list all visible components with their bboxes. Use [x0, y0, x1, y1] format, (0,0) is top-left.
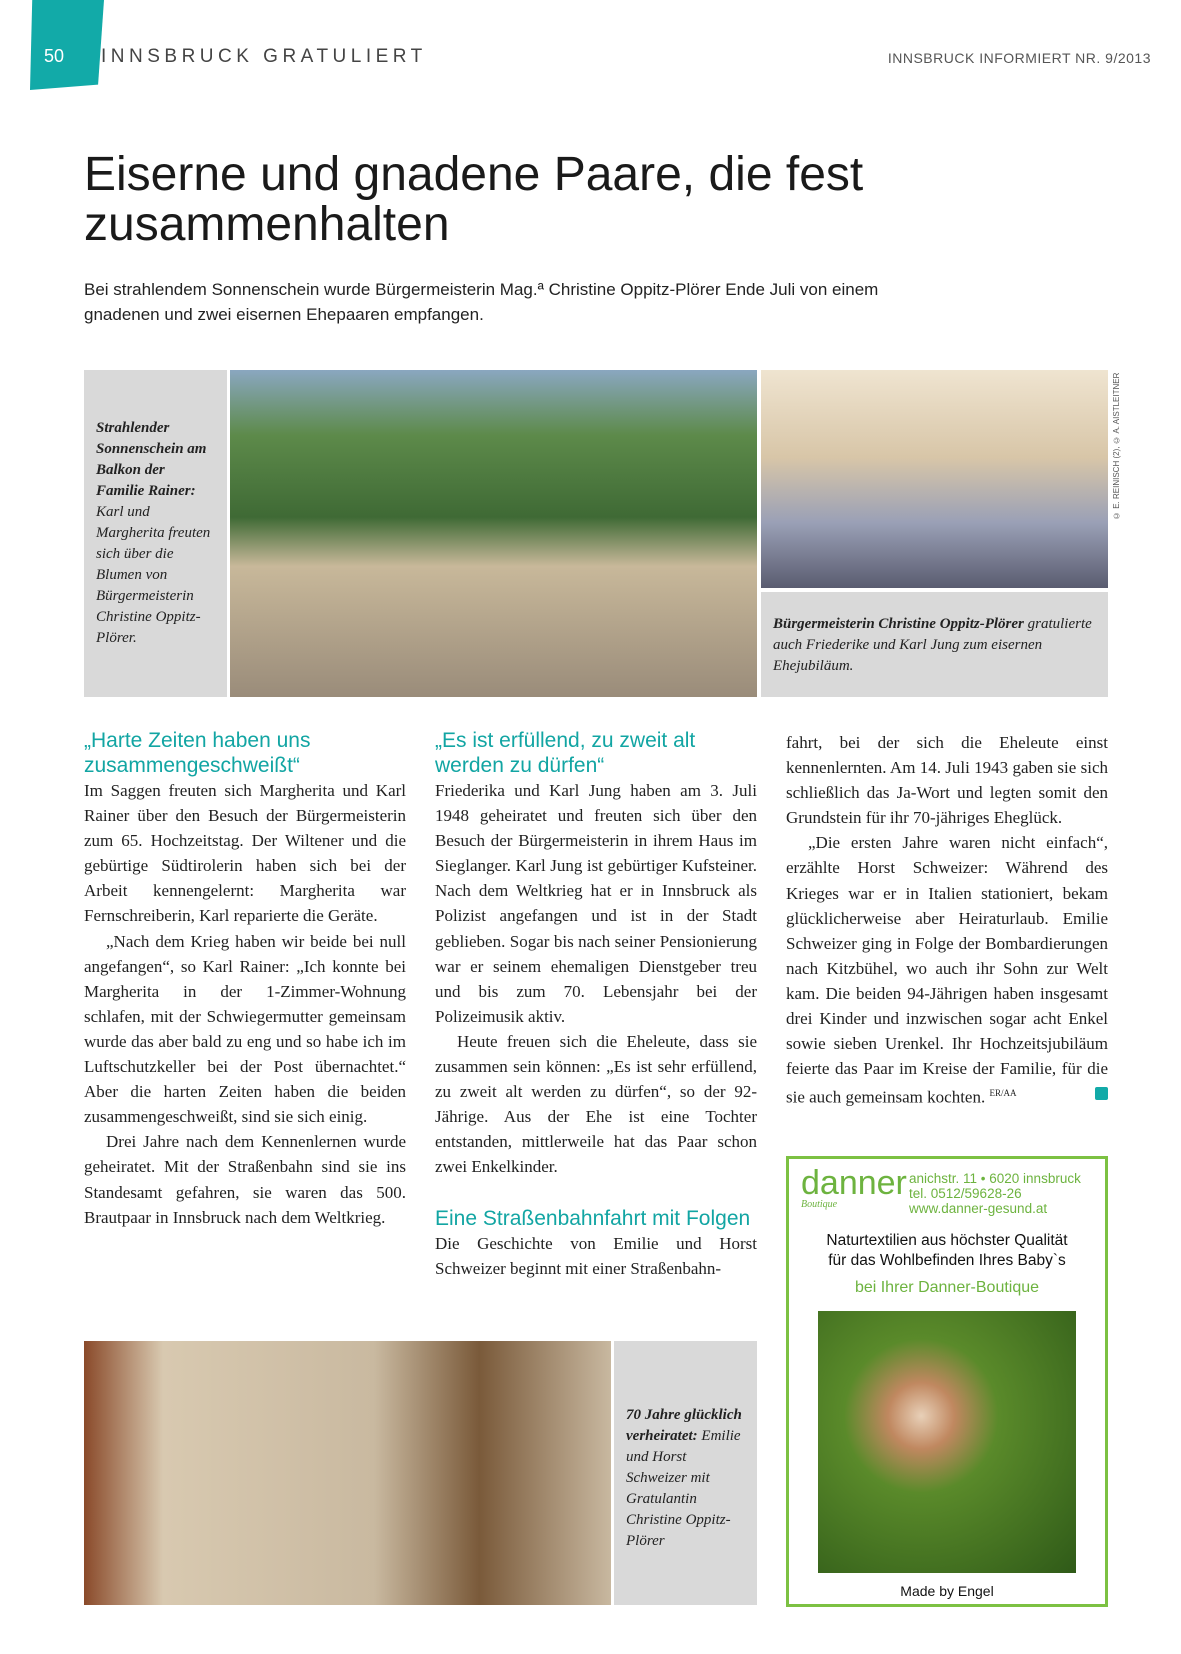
paragraph: Heute freuen sich die Eheleute, dass sie zusammen sein können: „Es ist sehr erfüllend, zu zweit alt werden zu dürfen“, so der 92-Jährige. Aus der Ehe ist eine Tochter entstanden, mittlerweile hat das Paar schon zwei Enkelkinder. — [435, 1031, 757, 1177]
page-tab — [30, 0, 104, 90]
photo-caption-3 — [614, 1341, 757, 1605]
caption-text: Emilie und Horst Schweizer mit Gratulantin Christine Oppitz-Plörer — [626, 1428, 741, 1549]
caption-text: gratulierte auch Friederike und Karl Jung zum eisernen Ehejubiläum. — [773, 616, 1092, 674]
ad-tagline: bei Ihrer Danner-Boutique — [854, 1279, 1040, 1296]
photo-rainer-couple — [230, 370, 757, 697]
paragraph: fahrt, bei der sich die Eheleute einst kennenlernten. Am 14. Juli 1943 gaben sie sich schließlich das Ja-Wort und legten somit den Grundstein für ihr 70-jähriges Eheglück. — [786, 733, 1108, 828]
caption-text: Karl und Margherita freuten sich über die Blumen von Bürgermeisterin Christine Oppitz-Plörer. — [96, 504, 211, 646]
column-1 — [84, 728, 406, 1230]
caption-bold: Bürgermeisterin Christine Oppitz-Plörer — [773, 616, 1024, 632]
paragraph: „Nach dem Krieg haben wir beide bei null angefangen“, so Karl Rainer: „Ich konnte bei Margherita in der 1-Zimmer-Wohnung schlafen, mit der Schwiegermutter gemeinsam wurde das aber bald zu eng und so habe ich im Luftschutzkeller bei der Post übernachtet.“ Aber die harten Zeiten haben die beiden zusammengeschweißt, sind sie sich einig. — [84, 931, 406, 1127]
paragraph — [786, 830, 1108, 1110]
subheading: „Es ist erfüllend, zu zweit alt werden zu dürfen“ — [435, 729, 696, 777]
caption-bold: Strahlender Sonnenschein am Balkon der Familie Rainer: — [96, 420, 207, 499]
issue-label: INNSBRUCK INFORMIERT NR. 9/2013 — [887, 50, 1151, 66]
paragraph-text: „Die ersten Jahre waren nicht einfach“, erzählte Horst Schweizer: Während des Krieges war er in Italien stationiert, bekam glücklicherweise aber Heiraturlaub. Emilie Schweizer ging in Folge der Bombardierungen nach Kitzbühel, wo auch ihr Sohn zur Welt kam. Die beiden 94-Jährigen haben insgesamt drei Kinder und inzwischen sogar acht Enkel sowie sieben Urenkel. Ihr Hochzeitsjubiläum feierte das Paar im Kreise der Familie, für die sie auch gemeinsam kochten. — [786, 833, 1108, 1107]
photo-caption-1 — [84, 370, 227, 697]
ad-footer: Made by Engel — [900, 1583, 994, 1599]
logo-subtext: Boutique — [801, 1199, 838, 1210]
danner-advertisement[interactable] — [786, 1156, 1108, 1607]
ad-slogan — [789, 1231, 1105, 1271]
column-3 — [786, 730, 1108, 1110]
slogan-line: für das Wohlbefinden Ihres Baby`s — [828, 1252, 1066, 1269]
paragraph: Die Geschichte von Emilie und Horst Schweizer beginnt mit einer Straßenbahn- — [435, 1233, 757, 1278]
author-initials: ER/AA — [989, 1088, 1017, 1099]
danner-logo — [801, 1164, 907, 1210]
ad-photo-babies — [818, 1311, 1076, 1573]
logo-text: danner — [801, 1164, 907, 1202]
photo-schweizer-couple — [84, 1341, 611, 1605]
section-title: INNSBRUCK GRATULIERT — [101, 46, 427, 67]
ad-phone: tel. 0512/59628-26 — [909, 1186, 1022, 1201]
page-number: 50 — [44, 46, 65, 66]
article-lead: Bei strahlendem Sonnenschein wurde Bürgermeisterin Mag.ª Christine Oppitz-Plörer Ende Juli von einem gnadenen und zwei eisernen Ehepaaren empfangen. — [84, 280, 879, 324]
column-2 — [435, 728, 757, 1281]
ad-contact — [909, 1171, 1081, 1216]
subheading: „Harte Zeiten haben uns zusammengeschweißt“ — [84, 729, 311, 777]
subheading: Eine Straßenbahnfahrt mit Folgen — [435, 1206, 751, 1230]
paragraph: Im Saggen freuten sich Margherita und Karl Rainer über den Besuch der Bürgermeisterin zum 65. Hochzeitstag. Der Wiltener und die gebürtige Südtirolerin haben sich bei der Arbeit kennengelernt: Margherita war Fernschreiberin, Karl reparierte die Geräte. — [84, 781, 406, 926]
paragraph: Drei Jahre nach dem Kennenlernen wurde geheiratet. Mit der Straßenbahn sind sie ins Standesamt gefahren, sie waren das 500. Brautpaar in Innsbruck nach dem Weltkrieg. — [84, 1132, 406, 1227]
photo-jung-couple — [761, 370, 1108, 588]
ad-website[interactable]: www.danner-gesund.at — [909, 1201, 1048, 1216]
slogan-line: Naturtextilien aus höchster Qualität — [826, 1232, 1068, 1249]
caption-bold: 70 Jahre glücklich verheiratet: — [626, 1407, 742, 1444]
ad-address: anichstr. 11 • 6020 innsbruck — [909, 1171, 1081, 1186]
photo-credit: © E. REINISCH (2), © A. AISTLEITNER — [1112, 372, 1121, 520]
article-title: Eiserne und gnadene Paare, die fest zusammenhalten — [84, 148, 864, 251]
photo-caption-2 — [761, 592, 1108, 697]
end-mark-icon — [1095, 1087, 1108, 1100]
paragraph: Friederika und Karl Jung haben am 3. Juli 1948 geheiratet und freuten sich über den Besuch der Bürgermeisterin in ihrem Haus im Sieglanger. Karl Jung ist gebürtiger Kufsteiner. Nach dem Weltkrieg hat er in Innsbruck als Polizist angefangen und ist in der Stadt geblieben. Sogar bis nach seiner Pensionierung war er seinem ehemaligen Dienstgeber treu und bis zum 70. Lebensjahr bei der Polizeimusik aktiv. — [435, 781, 757, 1026]
